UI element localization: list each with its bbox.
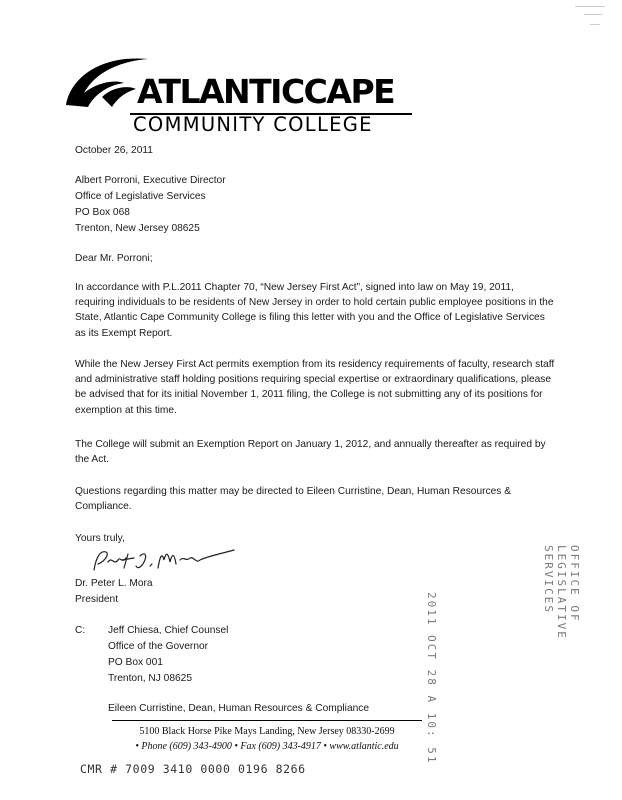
college-subtitle: COMMUNITY COLLEGE (133, 113, 373, 136)
cc-recipient-po-box: PO Box 001 (108, 657, 163, 668)
scan-noise (584, 14, 602, 15)
recipient-city: Trenton, New Jersey 08625 (75, 223, 200, 234)
received-stamp-date: 2011 OCT 28 A 10: 51 (425, 592, 438, 765)
cc-second-recipient: Eileen Curristine, Dean, Human Resources & Compliance (108, 703, 370, 714)
cc-recipient-office: Office of the Governor (108, 641, 209, 652)
cc-recipient-name: Jeff Chiesa, Chief Counsel (108, 625, 229, 636)
handwritten-signature (88, 544, 238, 576)
received-stamp-office-2: LEGISLATIVE (555, 545, 568, 640)
signer-name: Dr. Peter L. Mora (75, 578, 153, 589)
body-paragraph-3: The College will submit an Exemption Report on January 1, 2012, and annually thereafter as required by the Act. (75, 439, 546, 466)
certified-mail-receipt-number: CMR # 7009 3410 0000 0196 8266 (80, 762, 306, 776)
letter-date: October 26, 2011 (75, 145, 153, 156)
closing: Yours truly, (75, 533, 125, 544)
received-stamp-office-3: SERVICES (542, 545, 555, 614)
signer-title: President (75, 594, 119, 605)
recipient-name: Albert Porroni, Executive Director (75, 175, 226, 186)
college-name: ATLANTICCAPE (137, 72, 395, 111)
cc-recipient-city: Trenton, NJ 08625 (108, 673, 193, 684)
body-paragraph-4: Questions regarding this matter may be directed to Eileen Curristine, Dean, Human Resources & Compliance. (75, 486, 512, 513)
received-stamp-office-1: OFFICE OF (568, 545, 581, 623)
recipient-office: Office of Legislative Services (75, 191, 206, 202)
body-paragraph-2: While the New Jersey First Act permits exemption from its residency requirements of faculty, research staff and administrative staff holding positions requiring special expertise or extraordinary qualifications, please be advised that for its initial November 1, 2011 filing, the College is not submitting any of its positions for exemption at this time. (75, 359, 555, 416)
body-paragraph-1: In accordance with P.L.2011 Chapter 70, “New Jersey First Act”, signed into law on May 19, 2011, requiring individuals to be residents of New Jersey in order to hold certain public employee positions in the State, Atlantic Cape Community College is filing this letter with you and the Office of Legislative Services as its Exempt Report. (75, 282, 554, 339)
recipient-po-box: PO Box 068 (75, 207, 130, 218)
footer-address: 5100 Black Horse Pike Mays Landing, New Jersey 08330-2699 (139, 726, 395, 737)
scan-noise (590, 24, 600, 25)
scan-noise (575, 6, 605, 7)
cc-label: C: (75, 625, 86, 636)
salutation: Dear Mr. Porroni; (75, 253, 153, 264)
footer-contact: • Phone (609) 343-4900 • Fax (609) 343-4917 • www.atlantic.edu (135, 741, 399, 752)
footer-divider (112, 720, 422, 721)
